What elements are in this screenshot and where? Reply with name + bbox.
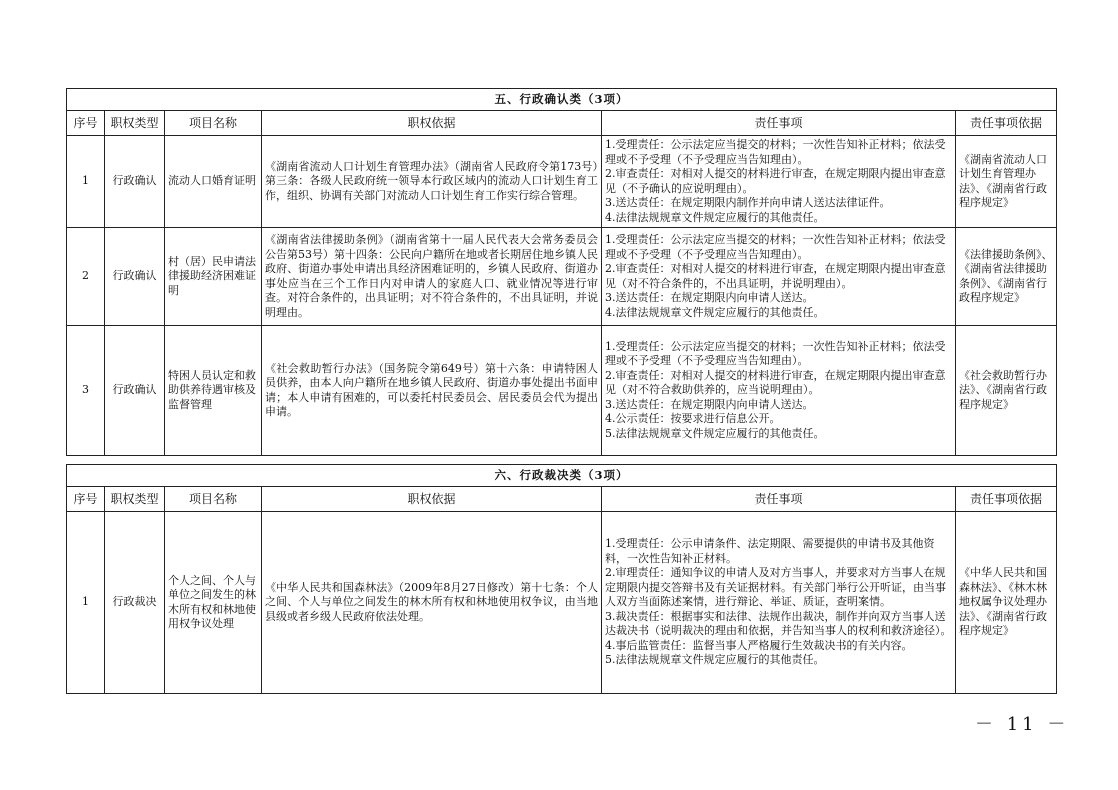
header-no: 序号 — [67, 111, 105, 136]
section-title: 五、行政确认类（3项） — [67, 89, 1057, 111]
duty-item: 3.裁决责任：根据事实和法律、法规作出裁决，制作并向双方当事人送达裁决书（说明裁决的理由和依据，并告知当事人的权利和救济途径）。 — [605, 609, 952, 638]
row-type: 行政裁决 — [105, 512, 165, 694]
row-duties — [602, 512, 956, 694]
duty-item: 5.法律法规规章文件规定应履行的其他责任。 — [605, 426, 825, 440]
duty-item: 3.送达责任：在规定期限内向申请人送达。 — [605, 397, 814, 411]
table-row — [67, 136, 1057, 228]
row-duties — [602, 136, 956, 228]
duty-item: 4.事后监管责任：监督当事人严格履行生效裁决书的有关内容。 — [605, 638, 913, 652]
table-header-row — [67, 487, 1057, 512]
row-basis: 《中华人民共和国森林法》（2009年8月27日修改）第十七条：个人之间、个人与单位之间发生的林木所有权和林地使用权争议，由当地县级或者乡级人民政府依法处理。 — [262, 512, 602, 694]
row-duties — [602, 228, 956, 326]
table-row — [67, 326, 1057, 456]
row-name: 村（居）民申请法律援助经济困难证明 — [165, 228, 262, 326]
header-name: 项目名称 — [165, 487, 262, 512]
adjudication-table — [66, 464, 1057, 694]
header-basis: 职权依据 — [262, 111, 602, 136]
table-header-row — [67, 111, 1057, 136]
row-type: 行政确认 — [105, 228, 165, 326]
section-title: 六、行政裁决类（3项） — [67, 465, 1057, 487]
duty-item: 4.法律法规规章文件规定应履行的其他责任。 — [605, 305, 825, 319]
table-row — [67, 228, 1057, 326]
duty-item: 4.公示责任：按要求进行信息公开。 — [605, 412, 781, 426]
header-duties: 责任事项 — [602, 487, 956, 512]
row-basis: 《湖南省流动人口计划生育管理办法》（湖南省人民政府令第173号）第三条：各级人民政府统一领导本行政区域内的流动人口计划生育工作，组织、协调有关部门对流动人口计划生育工作实行综合管理。 — [262, 136, 602, 228]
row-name: 特困人员认定和救助供养待遇审核及监督管理 — [165, 326, 262, 456]
duty-item: 2.审查责任：对相对人提交的材料进行审查，在规定期限内提出审查意见（对不符合条件的，不出具证明，并说明理由）。 — [605, 262, 946, 290]
row-duty-basis: 《社会救助暂行办法》、《湖南省行政程序规定》 — [956, 326, 1057, 456]
row-duties — [602, 326, 956, 456]
header-type: 职权类型 — [105, 487, 165, 512]
row-basis: 《社会救助暂行办法》（国务院令第649号）第十六条：申请特困人员供养，由本人向户籍所在地乡镇人民政府、街道办事处提出书面申请；本人申请有困难的，可以委托村民委员会、居民委员会代为提出申请。 — [262, 326, 602, 456]
confirmation-table — [66, 88, 1057, 456]
duty-item: 1.受理责任：公示法定应当提交的材料；一次性告知补正材料；依法受理或不予受理（不予受理应当告知理由）。 — [605, 233, 946, 261]
row-name: 个人之间、个人与单位之间发生的林木所有权和林地使用权争议处理 — [165, 512, 262, 694]
duty-item: 2.审理责任：通知争议的申请人及对方当事人，并要求对方当事人在规定期限内提交答辩书及有关证据材料。有关部门举行公开听证，由当事人双方当面陈述案情，进行辩论、举证、质证，查明案情。 — [605, 566, 946, 609]
header-name: 项目名称 — [165, 111, 262, 136]
header-type: 职权类型 — [105, 111, 165, 136]
duty-item: 3.送达责任：在规定期限内制作并向申请人送达法律证件。 — [605, 196, 891, 209]
duty-item: 2.审查责任：对相对人提交的材料进行审查，在规定期限内提出审查意见（不予确认的应说明理由）。 — [605, 167, 946, 195]
header-duties: 责任事项 — [602, 111, 956, 136]
row-basis: 《湖南省法律援助条例》（湖南省第十一届人民代表大会常务委员会公告第53号）第十四条：公民向户籍所在地或者长期居住地乡镇人民政府、街道办事处申请出具经济困难证明的，乡镇人民政府、街道办事处应当在三个工作日内对申请人的家庭人口、就业情况等进行审查。对符合条件的，出具证明；对不符合条件的，不出具证明，并说明理由。 — [262, 228, 602, 326]
duty-item: 5.法律法规规章文件规定应履行的其他责任。 — [605, 653, 825, 667]
header-no: 序号 — [67, 487, 105, 512]
row-duty-basis: 《湖南省流动人口计划生育管理办法》、《湖南省行政程序规定》 — [956, 136, 1057, 228]
duty-item: 4.法律法规规章文件规定应履行的其他责任。 — [605, 210, 825, 224]
row-type: 行政确认 — [105, 326, 165, 456]
row-name: 流动人口婚育证明 — [165, 136, 262, 228]
table-row — [67, 512, 1057, 694]
header-basis: 职权依据 — [262, 487, 602, 512]
row-no: 1 — [67, 136, 105, 228]
row-no: 1 — [67, 512, 105, 694]
row-no: 3 — [67, 326, 105, 456]
header-duty-basis: 责任事项依据 — [956, 487, 1057, 512]
duty-item: 3.送达责任：在规定期限内向申请人送达。 — [605, 291, 814, 304]
row-type: 行政确认 — [105, 136, 165, 228]
duty-item: 1.受理责任：公示法定应当提交的材料；一次性告知补正材料；依法受理或不予受理（不予受理应当告知理由）。 — [605, 339, 946, 368]
duty-item: 2.审查责任：对相对人提交的材料进行审查，在规定期限内提出审查意见（对不符合救助供养的，应当说明理由）。 — [605, 368, 946, 397]
row-duty-basis: 《中华人民共和国森林法》、《林木林地权属争议处理办法》、《湖南省行政程序规定》 — [956, 512, 1057, 694]
duty-item: 1.受理责任：公示申请条件、法定期限、需要提供的申请书及其他资料，一次性告知补正材料。 — [605, 537, 935, 565]
page-number: － 11 － — [975, 714, 1070, 735]
duty-item: 1.受理责任：公示法定应当提交的材料；一次性告知补正材料；依法受理或不予受理（不予受理应当告知理由）。 — [605, 138, 946, 166]
row-duty-basis: 《法律援助条例》、《湖南省法律援助条例》、《湖南省行政程序规定》 — [956, 228, 1057, 326]
header-duty-basis: 责任事项依据 — [956, 111, 1057, 136]
row-no: 2 — [67, 228, 105, 326]
